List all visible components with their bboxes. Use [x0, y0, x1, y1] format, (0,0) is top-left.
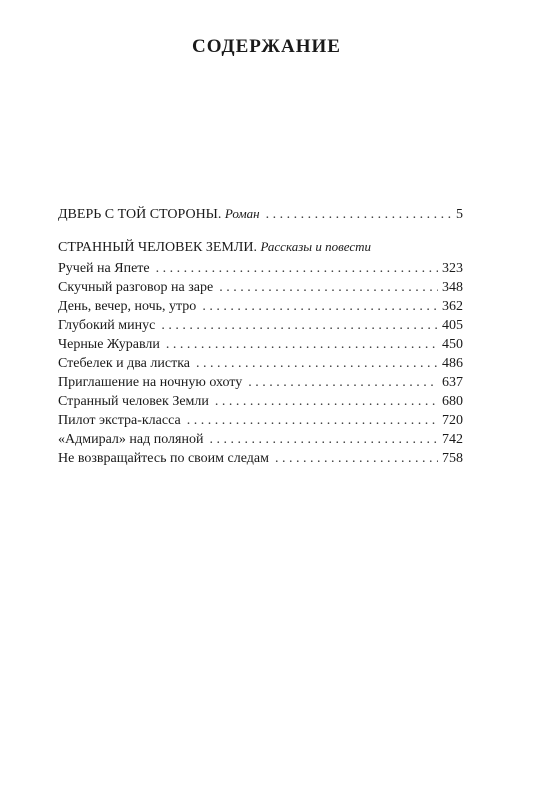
collection-title: СТРАННЫЙ ЧЕЛОВЕК ЗЕМЛИ. — [58, 240, 257, 255]
toc-page-number: 5 — [456, 207, 463, 222]
dot-leader — [202, 298, 438, 316]
toc-page-number: 348 — [442, 280, 463, 295]
toc-entry — [58, 298, 463, 316]
toc-entry-label — [58, 205, 260, 224]
toc-entry — [58, 317, 463, 335]
toc-entry — [58, 260, 463, 278]
toc-entry — [58, 393, 463, 411]
toc-entry-label: «Адмирал» над поляной — [58, 432, 204, 447]
page-title: СОДЕРЖАНИЕ — [192, 36, 341, 57]
toc-page-number: 486 — [442, 356, 463, 371]
toc-page-number: 405 — [442, 318, 463, 333]
toc-entry-label: Странный человек Земли — [58, 394, 209, 409]
dot-leader — [219, 279, 438, 297]
toc-entry-label: Пилот экстра-класса — [58, 413, 181, 428]
toc-entry — [58, 336, 463, 354]
toc-entry-label: Не возвращайтесь по своим следам — [58, 451, 269, 466]
toc-page-number: 323 — [442, 261, 463, 276]
toc-entry-label: Приглашение на ночную охоту — [58, 375, 243, 390]
dot-leader — [161, 317, 438, 335]
toc-entry — [58, 374, 463, 392]
toc-page-number: 680 — [442, 394, 463, 409]
toc-entry-label: Глубокий минус — [58, 318, 156, 333]
dot-leader — [275, 450, 438, 468]
toc-entry — [58, 279, 463, 297]
toc-page-number: 362 — [442, 299, 463, 314]
toc-entry — [58, 355, 463, 373]
collection-heading — [58, 238, 463, 257]
toc-entry-label: День, вечер, ночь, утро — [58, 299, 197, 314]
dot-leader — [166, 336, 438, 354]
dot-leader — [266, 206, 452, 224]
toc-entry-label: Черные Журавли — [58, 337, 160, 352]
novel-genre: Роман — [224, 206, 260, 221]
toc-entry-label: Стебелек и два листка — [58, 356, 191, 371]
toc-page-number: 742 — [442, 432, 463, 447]
toc-entry — [58, 450, 463, 468]
dot-leader — [196, 355, 438, 373]
collection-genre: Рассказы и повести — [260, 239, 371, 254]
toc-entry — [58, 412, 463, 430]
toc-entry-novel — [58, 205, 463, 224]
dot-leader — [248, 374, 438, 392]
dot-leader — [156, 260, 438, 278]
dot-leader — [209, 431, 438, 449]
toc-page-number: 450 — [442, 337, 463, 352]
dot-leader — [187, 412, 438, 430]
toc-entry — [58, 431, 463, 449]
novel-title: ДВЕРЬ С ТОЙ СТОРОНЫ. — [58, 207, 222, 222]
toc-page-number: 720 — [442, 413, 463, 428]
toc-entry-label: Скучный разговор на заре — [58, 280, 214, 295]
toc-page-number: 637 — [442, 375, 463, 390]
toc-entry-label: Ручей на Япете — [58, 261, 150, 276]
toc-page-number: 758 — [442, 451, 463, 466]
dot-leader — [215, 393, 438, 411]
